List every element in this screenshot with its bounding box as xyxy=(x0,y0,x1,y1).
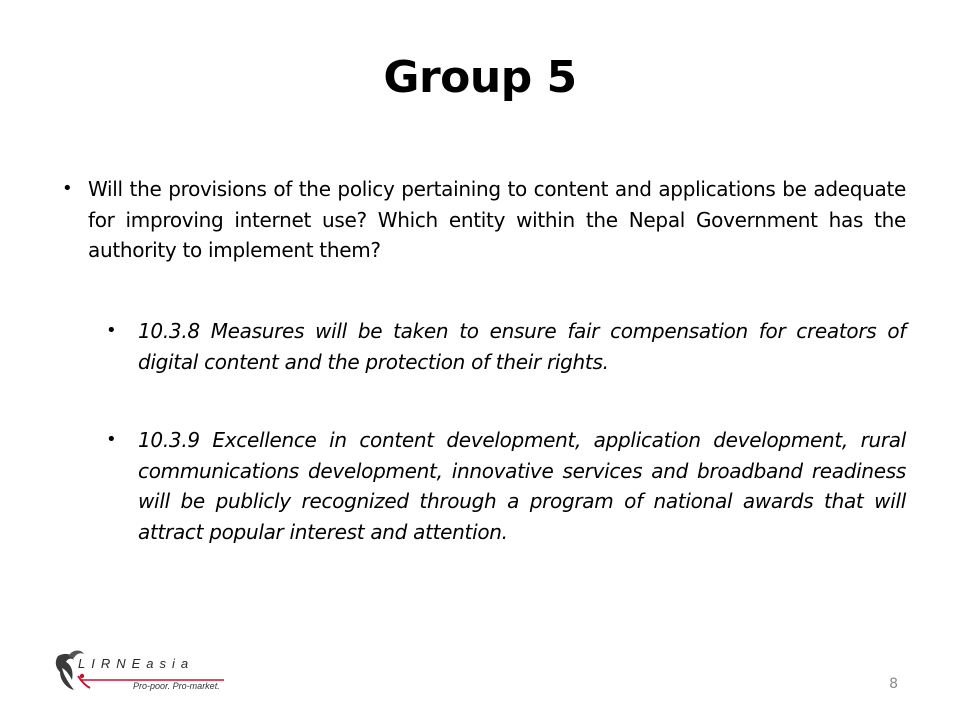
bullet-dot: • xyxy=(106,320,117,341)
logo-text: LIRNEasia xyxy=(78,656,195,671)
bullet-dot: • xyxy=(106,429,117,450)
slide-title: Group 5 xyxy=(383,52,577,103)
page-number: 8 xyxy=(889,676,898,692)
bullet-text: 10.3.9 Excellence in content development, application development, rural communications development, innovative services and broadband readiness will be publicly recognized through a program of national awards that will attract popular interest and attention. xyxy=(138,428,906,544)
bullet-text: 10.3.8 Measures will be taken to ensure fair compensation for creators of digital content and the protection of their rights. xyxy=(138,319,906,374)
bullet-policy-10-3-9 xyxy=(106,425,906,547)
logo-tagline: Pro-poor. Pro-market. xyxy=(133,681,220,691)
bullet-text: Will the provisions of the policy pertaining to content and applications be adequate for improving internet use? Which entity within the Nepal Government has the authority to implement them? xyxy=(88,177,906,262)
bullet-question xyxy=(62,174,906,266)
bullet-policy-10-3-8 xyxy=(106,316,906,377)
bullet-dot: • xyxy=(62,178,73,199)
logo-figure-icon xyxy=(56,654,74,690)
